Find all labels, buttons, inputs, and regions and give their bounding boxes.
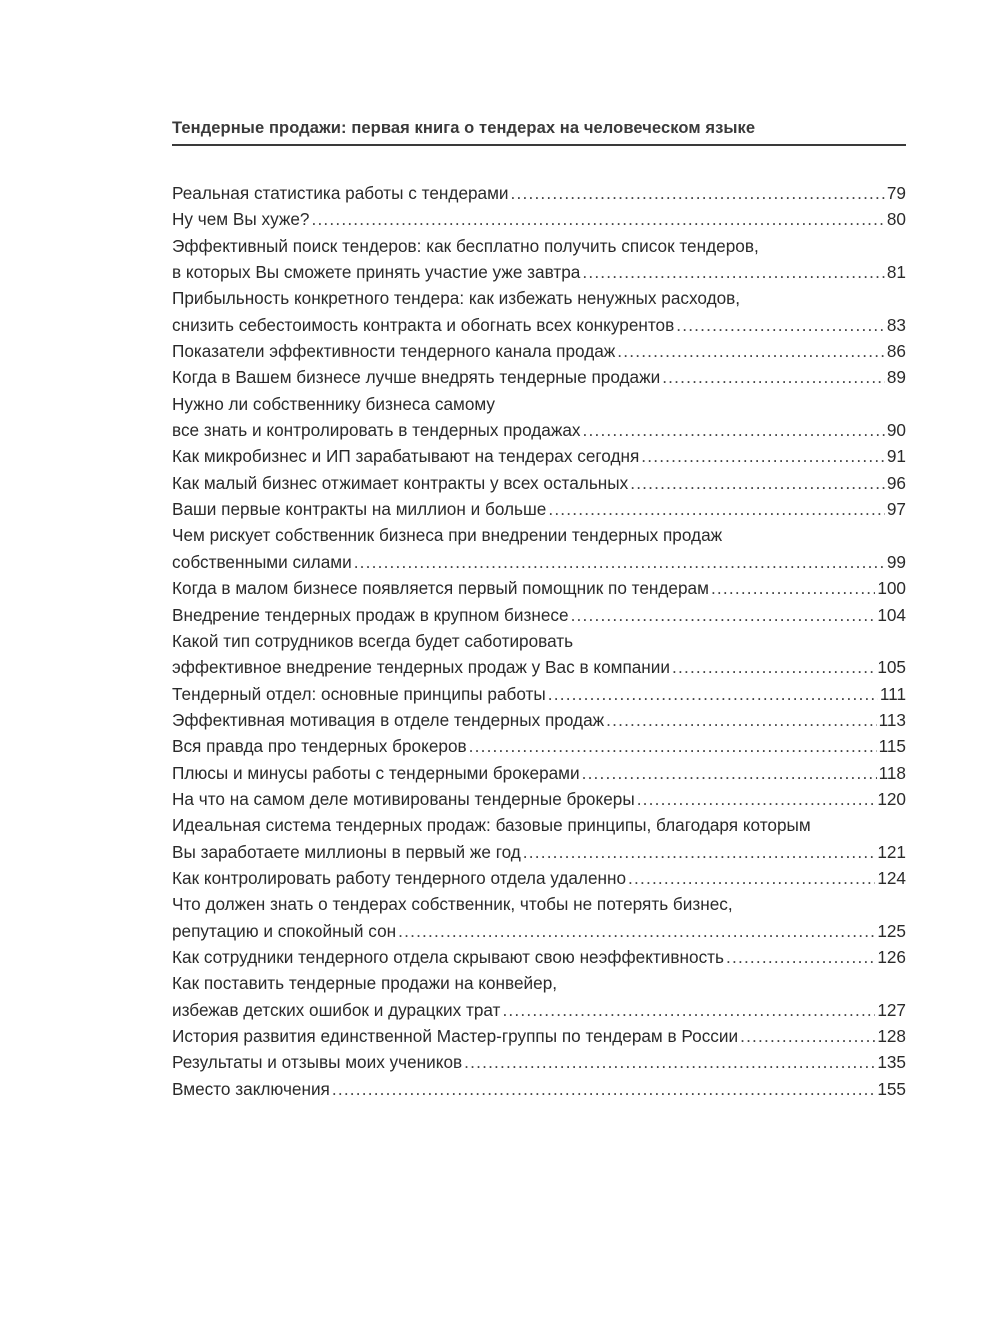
toc-entry-title: в которых Вы сможете принять участие уже завтра <box>172 262 581 283</box>
toc-entry <box>172 891 906 944</box>
toc-entry <box>172 760 906 786</box>
toc-entry <box>172 338 906 364</box>
dot-leader <box>502 997 875 1023</box>
toc-line <box>172 681 906 707</box>
header-rule <box>172 144 906 146</box>
toc-entry <box>172 1023 906 1049</box>
toc-entry <box>172 391 906 444</box>
toc-page-number: 96 <box>886 472 906 493</box>
toc-entry-title: Вместо заключения <box>172 1078 330 1099</box>
toc-entry <box>172 1076 906 1102</box>
toc-entry-title: Плюсы и минусы работы с тендерными брокерами <box>172 762 580 783</box>
toc-line <box>172 654 906 680</box>
dot-leader <box>398 918 875 944</box>
toc-entry-title: Вы заработаете миллионы в первый же год <box>172 841 521 862</box>
dot-leader <box>676 312 885 338</box>
toc-entry-title: Как поставить тендерные продажи на конвейер, <box>172 973 558 994</box>
toc-entry <box>172 707 906 733</box>
toc-page-number: 105 <box>877 657 906 678</box>
dot-leader <box>469 733 877 759</box>
dot-leader <box>740 1023 875 1049</box>
dot-leader <box>630 470 885 496</box>
toc-line <box>172 285 906 311</box>
dot-leader <box>523 839 876 865</box>
dot-leader <box>637 786 876 812</box>
toc-page-number: 113 <box>878 709 906 730</box>
toc-page-number: 125 <box>877 920 906 941</box>
toc-entry <box>172 496 906 522</box>
toc-entry-title: Тендерный отдел: основные принципы работы <box>172 683 546 704</box>
toc-line <box>172 259 906 285</box>
toc-line <box>172 496 906 522</box>
toc-entry-title: Как сотрудники тендерного отдела скрывают свою неэффективность <box>172 946 725 967</box>
dot-leader <box>571 602 876 628</box>
toc-page-number: 128 <box>877 1026 906 1046</box>
toc-line <box>172 180 906 206</box>
toc-entry <box>172 970 906 1023</box>
toc-line <box>172 417 906 443</box>
toc-line <box>172 865 906 891</box>
toc-entry-title: Какой тип сотрудников всегда будет саботировать <box>172 630 574 651</box>
toc-entry-title: репутацию и спокойный сон <box>172 920 397 941</box>
toc-page-number: 99 <box>886 551 906 572</box>
toc-page-number: 115 <box>878 736 906 757</box>
toc-line <box>172 1076 906 1102</box>
dot-leader <box>711 575 875 601</box>
dot-leader <box>511 180 885 206</box>
toc-page-number: 100 <box>877 578 906 599</box>
toc-line <box>172 549 906 575</box>
toc-line <box>172 338 906 364</box>
toc-entry <box>172 180 906 206</box>
toc-page-number: 120 <box>877 788 906 809</box>
toc-entry-title: Когда в малом бизнесе появляется первый помощник по тендерам <box>172 578 709 599</box>
toc-line <box>172 970 906 996</box>
toc-page-number: 135 <box>877 1052 906 1073</box>
toc-entry-title: Показатели эффективности тендерного канала продаж <box>172 341 616 362</box>
toc-page-number: 91 <box>886 446 906 467</box>
toc-entry-title: Идеальная система тендерных продаж: базовые принципы, благодаря которым <box>172 815 811 836</box>
table-of-contents <box>172 180 906 1102</box>
toc-page-number: 81 <box>886 262 906 283</box>
toc-line <box>172 997 906 1023</box>
dot-leader <box>354 549 885 575</box>
toc-entry <box>172 944 906 970</box>
toc-line <box>172 522 906 548</box>
toc-entry-title: Как микробизнес и ИП зарабатывают на тендерах сегодня <box>172 446 640 467</box>
toc-entry-title: Как контролировать работу тендерного отдела удаленно <box>172 867 627 888</box>
dot-leader <box>332 1076 875 1102</box>
toc-entry <box>172 470 906 496</box>
toc-entry-title: избежав детских ошибок и дурацких трат <box>172 999 501 1020</box>
dot-leader <box>548 496 885 522</box>
toc-entry-title: Эффективная мотивация в отделе тендерных продаж <box>172 709 605 730</box>
toc-line <box>172 839 906 865</box>
toc-entry-title: История развития единственной Мастер-группы по тендерам в России <box>172 1026 739 1046</box>
toc-line <box>172 470 906 496</box>
dot-leader <box>583 417 885 443</box>
toc-entry <box>172 628 906 681</box>
toc-line <box>172 602 906 628</box>
dot-leader <box>548 681 878 707</box>
toc-page-number: 155 <box>877 1078 906 1099</box>
toc-line <box>172 443 906 469</box>
dot-leader <box>464 1049 875 1075</box>
toc-page-number: 126 <box>877 946 906 967</box>
toc-entry-title: Ваши первые контракты на миллион и больше <box>172 499 547 520</box>
toc-page-number: 80 <box>886 209 906 230</box>
toc-line <box>172 760 906 786</box>
toc-line <box>172 364 906 390</box>
toc-entry-title: Ну чем Вы хуже? <box>172 209 310 230</box>
toc-line <box>172 628 906 654</box>
toc-entry-title: Внедрение тендерных продаж в крупном бизнесе <box>172 604 569 625</box>
toc-entry <box>172 865 906 891</box>
toc-line <box>172 391 906 417</box>
toc-entry <box>172 786 906 812</box>
toc-page-number: 90 <box>886 420 906 441</box>
toc-line <box>172 891 906 917</box>
toc-page-number: 121 <box>877 841 906 862</box>
dot-leader <box>617 338 885 364</box>
toc-entry <box>172 443 906 469</box>
toc-entry-title: Когда в Вашем бизнесе лучше внедрять тендерные продажи <box>172 367 661 388</box>
toc-entry <box>172 285 906 338</box>
toc-entry-title: На что на самом деле мотивированы тендерные брокеры <box>172 788 635 809</box>
toc-page-number: 124 <box>877 867 906 888</box>
toc-line <box>172 233 906 259</box>
toc-line <box>172 575 906 601</box>
toc-entry <box>172 1049 906 1075</box>
toc-line <box>172 707 906 733</box>
toc-entry-title: Что должен знать о тендерах собственник, чтобы не потерять бизнес, <box>172 894 733 915</box>
toc-page-number: 118 <box>878 762 906 783</box>
toc-page-number: 111 <box>879 683 906 704</box>
toc-entry <box>172 575 906 601</box>
toc-line <box>172 918 906 944</box>
dot-leader <box>641 443 885 469</box>
dot-leader <box>662 364 885 390</box>
toc-entry-title: Результаты и отзывы моих учеников <box>172 1052 463 1073</box>
toc-entry <box>172 812 906 865</box>
toc-entry <box>172 681 906 707</box>
toc-line <box>172 944 906 970</box>
toc-line <box>172 733 906 759</box>
dot-leader <box>606 707 876 733</box>
toc-page-number: 79 <box>886 183 906 203</box>
toc-entry-title: Как малый бизнес отжимает контракты у всех остальных <box>172 472 629 493</box>
toc-entry-title: Чем рискует собственник бизнеса при внедрении тендерных продаж <box>172 525 723 546</box>
toc-line <box>172 312 906 338</box>
dot-leader <box>582 259 885 285</box>
toc-entry <box>172 733 906 759</box>
toc-entry <box>172 522 906 575</box>
toc-entry-title: Эффективный поиск тендеров: как бесплатно получить список тендеров, <box>172 235 759 256</box>
toc-entry-title: все знать и контролировать в тендерных продажах <box>172 420 581 441</box>
dot-leader <box>628 865 875 891</box>
toc-entry <box>172 233 906 286</box>
toc-line <box>172 786 906 812</box>
toc-entry <box>172 364 906 390</box>
toc-page-number: 97 <box>886 499 906 520</box>
toc-line <box>172 1049 906 1075</box>
toc-entry-title: эффективное внедрение тендерных продаж у Вас в компании <box>172 657 671 678</box>
toc-page-number: 86 <box>886 341 906 362</box>
dot-leader <box>582 760 877 786</box>
toc-entry-title: Реальная статистика работы с тендерами <box>172 183 509 203</box>
toc-page-number: 89 <box>886 367 906 388</box>
toc-page-number: 83 <box>886 314 906 335</box>
dot-leader <box>311 206 884 232</box>
running-head: Тендерные продажи: первая книга о тендерах на человеческом языке <box>172 119 756 137</box>
toc-entry-title: снизить себестоимость контракта и обогнать всех конкурентов <box>172 314 675 335</box>
toc-line <box>172 1023 906 1049</box>
toc-entry-title: Вся правда про тендерных брокеров <box>172 736 467 757</box>
toc-entry <box>172 602 906 628</box>
toc-page-number: 127 <box>877 999 906 1020</box>
toc-line <box>172 206 906 232</box>
toc-page-number: 104 <box>877 604 906 625</box>
toc-line <box>172 812 906 838</box>
dot-leader <box>726 944 875 970</box>
toc-entry-title: собственными силами <box>172 551 352 572</box>
toc-entry-title: Прибыльность конкретного тендера: как избежать ненужных расходов, <box>172 288 741 309</box>
dot-leader <box>672 654 875 680</box>
toc-entry <box>172 206 906 232</box>
toc-entry-title: Нужно ли собственнику бизнеса самому <box>172 393 495 414</box>
